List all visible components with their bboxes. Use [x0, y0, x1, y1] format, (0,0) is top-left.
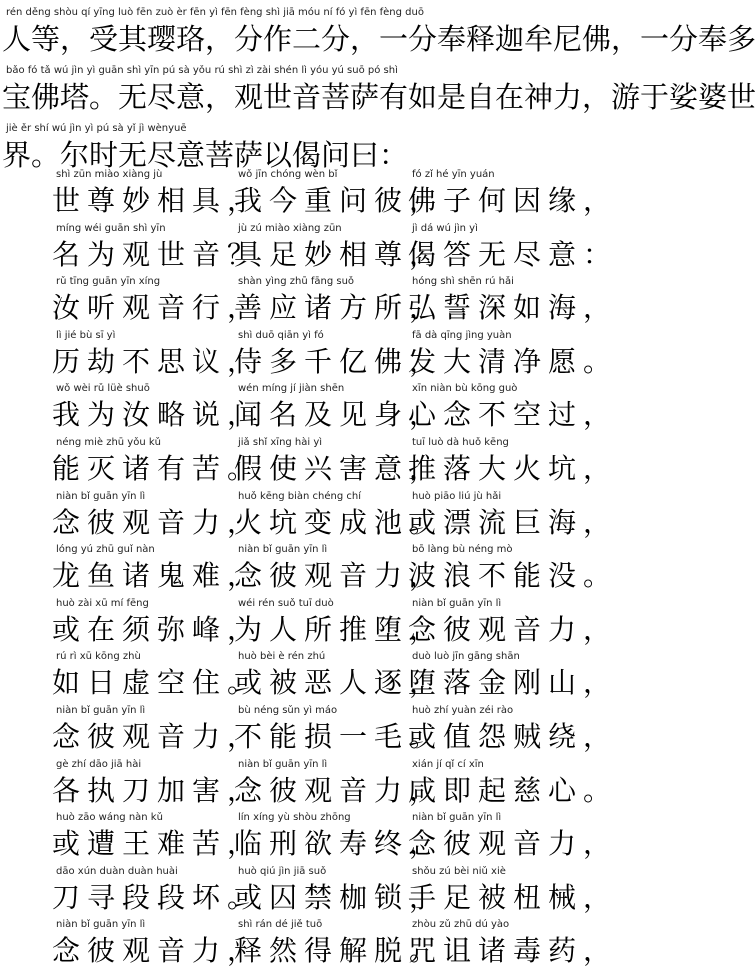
verse-line [0, 916, 630, 980]
hanzi-text: 侍多千亿佛， [234, 344, 445, 378]
pinyin-text: bǎo fó tǎ wú jìn yì guān shì yīn pú sà yǒu rú shì zì zài shén lì yóu yú suō pó shì [6, 65, 398, 76]
hanzi-text: 闻名及见身， [234, 398, 445, 432]
hanzi-text: 历劫不思议， [52, 344, 263, 378]
pinyin-text: jù zú miào xiàng zūn [238, 222, 342, 234]
hanzi-text: 念彼观音力， [408, 612, 619, 646]
hanzi-text: 如日虚空住。 [52, 666, 263, 700]
pinyin-text: lóng yú zhū guǐ nàn [56, 544, 155, 556]
hanzi-text: 波浪不能没。 [408, 559, 619, 593]
hanzi-text: 念彼观音力， [52, 720, 263, 753]
pinyin-text: wén míng jí jiàn shēn [238, 383, 345, 395]
hanzi-text: 或囚禁枷锁， [234, 880, 445, 914]
hanzi-text: 能灭诸有苦。 [52, 452, 263, 485]
pinyin-text: shǒu zú bèi niǔ xiè [412, 865, 506, 877]
hanzi-text: 手足被杻械， [408, 880, 619, 914]
hanzi-text: 我为汝略说， [52, 398, 263, 432]
hanzi-text: 念彼观音力， [234, 773, 445, 807]
pinyin-text: lín xíng yù shòu zhōng [238, 812, 351, 824]
pinyin-text: fó zǐ hé yīn yuán [412, 169, 495, 180]
hanzi-text: 我今重问彼， [234, 184, 445, 217]
hanzi-text: 弘誓深如海， [408, 291, 619, 325]
pinyin-text: huò bèi è rén zhú [238, 651, 326, 663]
hanzi-text: 释然得解脱。 [234, 934, 445, 968]
pinyin-text: néng miè zhū yǒu kǔ [56, 437, 161, 448]
hanzi-text: 发大清净愿。 [408, 344, 619, 378]
hanzi-text: 偈答无尽意： [408, 237, 619, 271]
pinyin-text: wéi rén suǒ tuī duò [238, 597, 334, 609]
hanzi-text: 或漂流巨海， [408, 505, 619, 539]
pinyin-text: huò zāo wáng nàn kǔ [56, 812, 163, 824]
hanzi-text: 佛子何因缘， [408, 184, 619, 217]
pinyin-text: jiè ěr shí wú jìn yì pú sà yǐ jì wènyuē [6, 123, 187, 134]
pinyin-text: huò qiú jìn jiā suǒ [238, 865, 327, 877]
hanzi-text: 或遭王难苦， [52, 827, 263, 861]
hanzi-text: 为人所推堕， [234, 612, 445, 646]
pinyin-text: huò zhí yuàn zéi rào [412, 705, 514, 716]
hanzi-text: 心念不空过， [408, 398, 619, 432]
pinyin-text: huò piāo liú jù hǎi [412, 490, 502, 502]
pinyin-text: hóng shì shēn rú hǎi [412, 276, 514, 288]
pinyin-text: fā dà qīng jìng yuàn [412, 329, 512, 341]
prose-line-2 [0, 62, 756, 126]
hanzi-text: 汝听观音行， [52, 291, 263, 325]
hanzi-text: 推落大火坑， [408, 452, 619, 485]
hanzi-text: 或值怨贼绕， [408, 720, 619, 753]
pinyin-text: jiǎ shǐ xīng hài yì [238, 437, 323, 448]
pinyin-text: niàn bǐ guān yīn lì [238, 544, 328, 556]
pinyin-text: niàn bǐ guān yīn lì [238, 758, 328, 770]
pinyin-text: rú rì xū kōng zhù [56, 651, 141, 663]
pinyin-text: rén děng shòu qí yīng luò fēn zuò èr fēn yì fēn fèng shì jiā móu ní fó yì fēn fèng duō [6, 7, 424, 18]
hanzi-text: 各执刀加害， [52, 773, 263, 807]
hanzi-text: 刀寻段段坏。 [52, 880, 263, 914]
pinyin-text: tuī luò dà huǒ kēng [412, 437, 509, 448]
pinyin-text: huǒ kēng biàn chéng chí [238, 490, 362, 502]
hanzi-text: 临刑欲寿终， [234, 827, 445, 861]
pinyin-text: bù néng sǔn yì máo [238, 705, 338, 716]
pinyin-text: míng wéi guān shì yīn [56, 222, 166, 234]
pinyin-text: lì jié bù sī yì [56, 329, 116, 341]
pinyin-text: shì rán dé jiě tuō [238, 919, 323, 931]
pinyin-text: niàn bǐ guān yīn lì [412, 812, 502, 824]
hanzi-text: 不能损一毛。 [234, 720, 445, 753]
hanzi-text: 龙鱼诸鬼难， [52, 559, 263, 593]
hanzi-text: 堕落金刚山， [408, 666, 619, 700]
pinyin-text: rǔ tīng guān yīn xíng [56, 276, 161, 288]
hanzi-text: 假使兴害意， [234, 452, 445, 485]
hanzi-text: 善应诸方所， [234, 291, 445, 325]
hanzi-text: 咸即起慈心。 [408, 773, 619, 807]
pinyin-text: bō làng bù néng mò [412, 544, 513, 556]
hanzi-text: 咒诅诸毒药， [408, 934, 619, 968]
pinyin-text: niàn bǐ guān yīn lì [56, 705, 146, 716]
pinyin-text: zhòu zǔ zhū dú yào [412, 919, 510, 931]
hanzi-text: 念彼观音力， [408, 827, 619, 861]
hanzi-text: 名为观世音？ [52, 237, 263, 271]
pinyin-text: wǒ wèi rǔ lüè shuō [56, 383, 150, 395]
hanzi-text: 世尊妙相具， [52, 184, 263, 217]
pinyin-text: xīn niàn bù kōng guò [412, 383, 518, 395]
pinyin-text: wǒ jīn chóng wèn bǐ [238, 169, 338, 180]
hanzi-text: 宝佛塔。无尽意，观世音菩萨有如是自在神力，游于娑婆世 [2, 80, 756, 114]
hanzi-text: 念彼观音力， [234, 559, 445, 593]
pinyin-text: shì duō qiān yì fó [238, 329, 324, 341]
pinyin-text: duò luò jīn gāng shān [412, 651, 520, 663]
hanzi-text: 念彼观音力， [52, 934, 263, 968]
pinyin-text: niàn bǐ guān yīn lì [56, 490, 146, 502]
hanzi-text: 具足妙相尊， [234, 237, 445, 271]
pinyin-text: xián jí qǐ cí xīn [412, 758, 484, 770]
pinyin-text: niàn bǐ guān yīn lì [412, 597, 502, 609]
hanzi-text: 界。尔时无尽意菩萨以偈问曰： [2, 138, 409, 172]
hanzi-text: 念彼观音力， [52, 505, 263, 539]
hanzi-text: 或被恶人逐， [234, 666, 445, 700]
pinyin-text: dāo xún duàn duàn huài [56, 865, 178, 877]
hanzi-text: 人等，受其璎珞，分作二分，一分奉释迦牟尼佛，一分奉多 [2, 22, 756, 56]
pinyin-text: shàn yìng zhū fāng suǒ [238, 276, 355, 288]
hanzi-text: 或在须弥峰， [52, 612, 263, 646]
pinyin-text: gè zhí dāo jiā hài [56, 758, 142, 770]
pinyin-text: shì zūn miào xiàng jù [56, 169, 163, 180]
prose-line-1 [0, 4, 756, 68]
pinyin-text: jì dá wú jìn yì [412, 222, 478, 234]
pinyin-text: niàn bǐ guān yīn lì [56, 919, 146, 931]
hanzi-text: 火坑变成池。 [234, 505, 445, 539]
pinyin-text: huò zài xū mí fēng [56, 597, 149, 609]
